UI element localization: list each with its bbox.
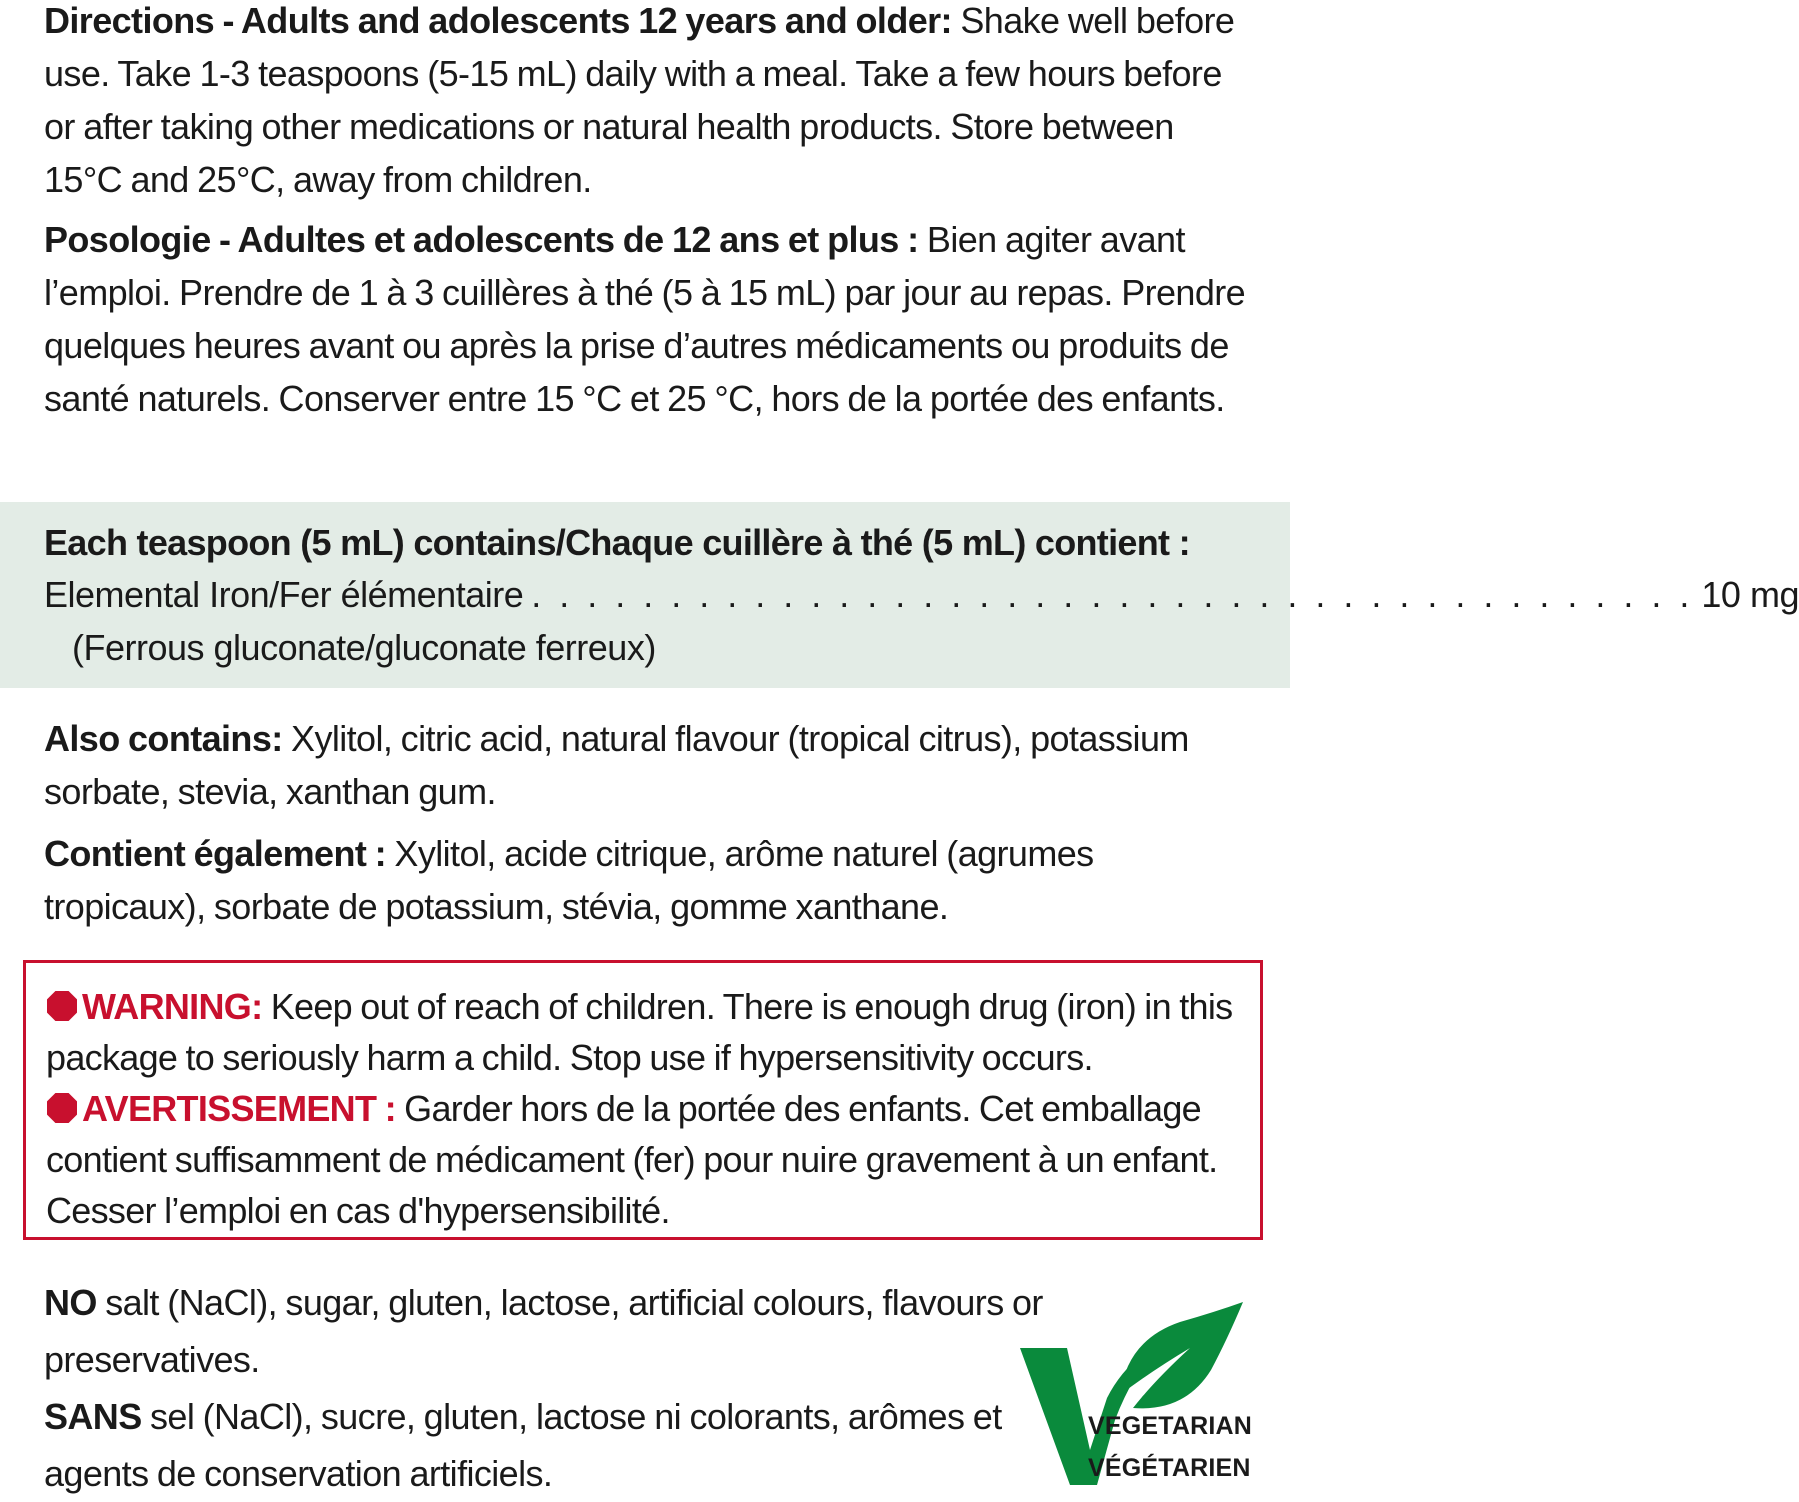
free-from-section: [44, 1274, 1044, 1502]
warning-fr-label: AVERTISSEMENT :: [82, 1088, 396, 1129]
contient-section: [44, 827, 1259, 933]
ingredient-source: (Ferrous gluconate/gluconate ferreux): [72, 627, 656, 668]
ingredient-name: Elemental Iron/Fer élémentaire: [44, 574, 524, 615]
directions-label: Directions - Adults and adolescents 12 years and older:: [44, 0, 952, 41]
directions-section: [44, 0, 1259, 206]
warning-box: [23, 960, 1263, 1240]
vegetarian-label-fr: VÉGÉTARIEN: [1088, 1454, 1251, 1482]
also-contains-section: [44, 712, 1259, 818]
also-contains-text: Xylitol, citric acid, natural flavour (tropical citrus), potassium sorbate, stevia, xanthan gum.: [44, 718, 1189, 812]
ingredients-header: Each teaspoon (5 mL) contains/Chaque cuillère à thé (5 mL) contient :: [44, 522, 1190, 563]
warning-fr-text: Garder hors de la portée des enfants. Cet emballage contient suffisamment de médicament (fer) pour nuire gravement à un enfant. Cesser l’emploi en cas d'hypersensibilité.: [46, 1088, 1218, 1231]
medicinal-ingredients-panel: [0, 502, 1799, 688]
free-from-fr-text: sel (NaCl), sucre, gluten, lactose ni colorants, arômes et agents de conservation artificiels.: [44, 1396, 1002, 1494]
stop-sign-icon: [46, 1092, 78, 1124]
leader-dots: . . . . . . . . . . . . . . . . . . . . . . . . . . . . . . . . . . . . . . . . . .: [531, 574, 1694, 615]
warning-en-text: Keep out of reach of children. There is enough drug (iron) in this package to seriously harm a child. Stop use if hypersensitivity occurs.: [46, 986, 1233, 1078]
ingredient-row: [44, 568, 1799, 621]
directions-text: Shake well before use. Take 1-3 teaspoons (5-15 mL) daily with a meal. Take a few hours before or after taking other medications or natural health products. Store between 15°C and 25°C, away from children.: [44, 0, 1235, 200]
free-from-en-label: NO: [44, 1282, 97, 1323]
posologie-section: [44, 213, 1259, 425]
free-from-en-text: salt (NaCl), sugar, gluten, lactose, artificial colours, flavours or preservatives.: [44, 1282, 1043, 1380]
contient-label: Contient également :: [44, 833, 387, 874]
warning-en-label: WARNING:: [82, 986, 263, 1027]
free-from-fr-label: SANS: [44, 1396, 142, 1437]
also-contains-label: Also contains:: [44, 718, 283, 759]
posologie-label: Posologie - Adultes et adolescents de 12 ans et plus :: [44, 219, 919, 260]
warning-text: [46, 981, 1251, 1236]
stop-sign-icon: [46, 990, 78, 1022]
contient-text: Xylitol, acide citrique, arôme naturel (agrumes tropicaux), sorbate de potassium, stévia, gomme xanthane.: [44, 833, 1094, 927]
vegetarian-label-en: VEGETARIAN: [1088, 1412, 1253, 1440]
ingredient-amount: 10 mg: [1701, 574, 1799, 615]
posologie-text: Bien agiter avant l’emploi. Prendre de 1 à 3 cuillères à thé (5 à 15 mL) par jour au repas. Prendre quelques heures avant ou après la prise d’autres médicaments ou produits de santé naturels. Conserver entre 15 °C et 25 °C, hors de la portée des enfants.: [44, 219, 1246, 419]
